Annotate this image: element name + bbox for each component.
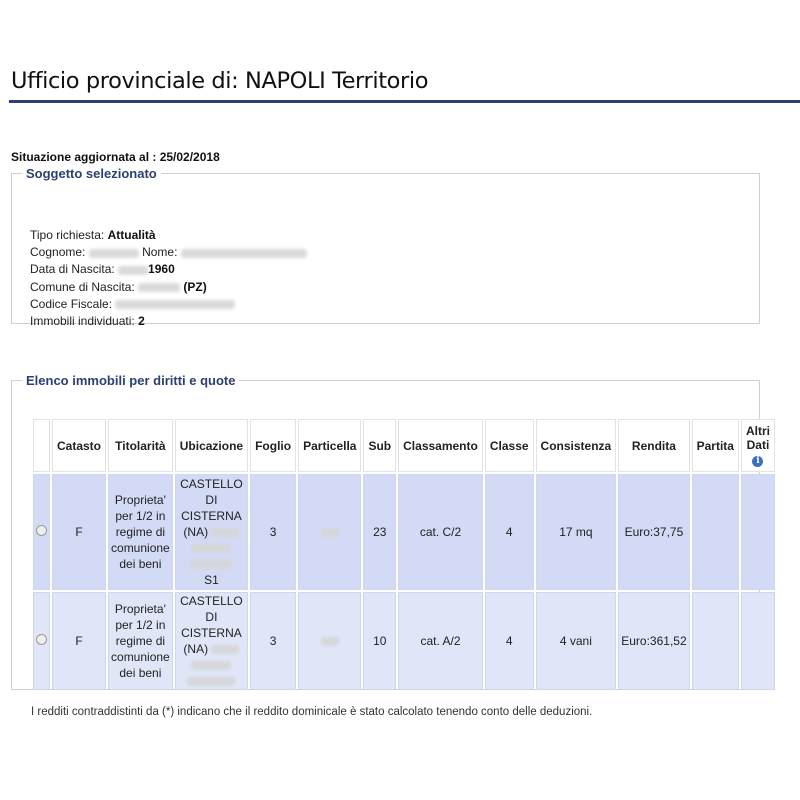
- titolarita-line: regime di: [115, 525, 166, 539]
- col-altri-dati: [741, 419, 775, 472]
- altri-dati-cell: [741, 474, 775, 590]
- situazione-aggiornata: Situazione aggiornata al : 25/02/2018: [11, 150, 220, 164]
- col-titolarita: Titolarità: [108, 419, 173, 472]
- consistenza-cell: 17 mq: [536, 474, 617, 590]
- immobili-individuati-line: [30, 313, 307, 330]
- consistenza-cell: 4 vani: [536, 592, 617, 690]
- col-classamento: Classamento: [398, 419, 483, 472]
- ubicazione-line: S1: [204, 573, 219, 587]
- address-redacted: [211, 645, 239, 654]
- col-classe: Classe: [485, 419, 534, 472]
- info-icon[interactable]: i: [752, 456, 763, 467]
- altri-label: Altri: [745, 424, 770, 438]
- title-divider: [9, 100, 800, 103]
- immobili-value: 2: [138, 313, 145, 328]
- rendita-cell: Euro:361,52: [618, 592, 689, 690]
- nome-redacted: [181, 249, 307, 258]
- cognome-label: Cognome:: [30, 245, 86, 260]
- table-row[interactable]: [33, 474, 775, 590]
- partita-cell: [692, 474, 739, 590]
- data-nascita-line: [30, 261, 307, 278]
- col-select: [33, 419, 50, 472]
- table-row[interactable]: [33, 592, 775, 690]
- address-redacted: [187, 677, 235, 686]
- titolarita-cell: [108, 592, 173, 690]
- tipo-richiesta-line: [30, 227, 307, 244]
- particella-cell: [298, 592, 361, 690]
- titolarita-line: comunione: [111, 541, 170, 555]
- col-foglio: Foglio: [250, 419, 296, 472]
- ubicazione-line: CISTERNA: [181, 509, 242, 523]
- foglio-cell: 3: [250, 592, 296, 690]
- codice-fiscale-redacted: [115, 300, 235, 309]
- ubicazione-line: CISTERNA: [181, 626, 242, 640]
- comune-nascita-line: [30, 279, 307, 296]
- codice-fiscale-label: Codice Fiscale:: [30, 296, 113, 311]
- col-partita: Partita: [692, 419, 739, 472]
- particella-redacted: [321, 637, 339, 646]
- soggetto-details: [30, 227, 307, 330]
- cognome-redacted: [89, 249, 139, 258]
- titolarita-line: per 1/2 in: [115, 618, 166, 632]
- classamento-cell: cat. C/2: [398, 474, 483, 590]
- col-rendita: Rendita: [618, 419, 689, 472]
- comune-label: Comune di Nascita:: [30, 279, 135, 294]
- data-nascita-redacted: [118, 266, 148, 275]
- row-select-cell[interactable]: [33, 592, 50, 690]
- classe-cell: 4: [485, 592, 534, 690]
- soggetto-legend: Soggetto selezionato: [26, 166, 157, 181]
- catasto-cell: F: [52, 592, 106, 690]
- ubicazione-line: (NA): [183, 525, 209, 539]
- classamento-cell: cat. A/2: [398, 592, 483, 690]
- particella-redacted: [321, 528, 339, 537]
- ubicazione-line: CASTELLO: [180, 594, 243, 608]
- cognome-nome-line: [30, 244, 307, 261]
- col-catasto: Catasto: [52, 419, 106, 472]
- sub-cell: 23: [363, 474, 396, 590]
- col-consistenza: Consistenza: [536, 419, 617, 472]
- ubicazione-line: CASTELLO: [180, 477, 243, 491]
- catasto-cell: F: [52, 474, 106, 590]
- data-nascita-year: 1960: [148, 262, 175, 277]
- titolarita-line: dei beni: [119, 557, 162, 571]
- titolarita-line: per 1/2 in: [115, 509, 166, 523]
- ubicazione-line: DI: [205, 493, 218, 507]
- address-redacted: [211, 528, 239, 537]
- radio-button-icon[interactable]: [36, 634, 47, 645]
- tipo-richiesta-label: Tipo richiesta:: [30, 228, 105, 242]
- elenco-immobili-panel: [11, 373, 770, 690]
- titolarita-line: Proprieta': [114, 602, 166, 616]
- col-ubicazione: Ubicazione: [175, 419, 248, 472]
- ubicazione-cell: [175, 592, 248, 690]
- rendita-cell: Euro:37,75: [618, 474, 689, 590]
- titolarita-line: regime di: [115, 634, 166, 648]
- particella-cell: [298, 474, 361, 590]
- titolarita-line: Proprieta': [114, 493, 166, 507]
- address-redacted: [191, 661, 231, 670]
- table-header-row: [33, 419, 775, 472]
- immobili-table: [31, 417, 777, 692]
- dati-label: Dati: [746, 438, 770, 452]
- altri-dati-cell: [741, 592, 775, 690]
- immobili-label: Immobili individuati:: [30, 313, 135, 328]
- row-select-cell[interactable]: [33, 474, 50, 590]
- footnote: I redditi contraddistinti da (*) indicano che il reddito dominicale è stato calcolato tenendo conto delle deduzioni.: [31, 706, 593, 718]
- address-redacted: [191, 544, 231, 553]
- radio-button-icon[interactable]: [36, 525, 47, 536]
- tipo-richiesta-value: Attualità: [107, 228, 156, 242]
- ubicazione-line: (NA): [183, 642, 209, 656]
- titolarita-cell: [108, 474, 173, 590]
- foglio-cell: 3: [250, 474, 296, 590]
- address-redacted: [190, 560, 232, 569]
- col-particella: Particella: [298, 419, 361, 472]
- ubicazione-line: DI: [205, 610, 218, 624]
- soggetto-selezionato-panel: [11, 166, 760, 328]
- ubicazione-cell: [175, 474, 248, 590]
- comune-redacted: [138, 283, 180, 292]
- partita-cell: [692, 592, 739, 690]
- titolarita-line: dei beni: [119, 666, 162, 680]
- nome-label: Nome:: [142, 245, 178, 260]
- classe-cell: 4: [485, 474, 534, 590]
- elenco-legend: Elenco immobili per diritti e quote: [26, 373, 236, 388]
- comune-provincia: (PZ): [183, 279, 207, 294]
- col-sub: Sub: [363, 419, 396, 472]
- data-nascita-label: Data di Nascita:: [30, 262, 115, 277]
- page-title: Ufficio provinciale di: NAPOLI Territorio: [11, 68, 429, 94]
- codice-fiscale-line: [30, 296, 307, 313]
- sub-cell: 10: [363, 592, 396, 690]
- titolarita-line: comunione: [111, 650, 170, 664]
